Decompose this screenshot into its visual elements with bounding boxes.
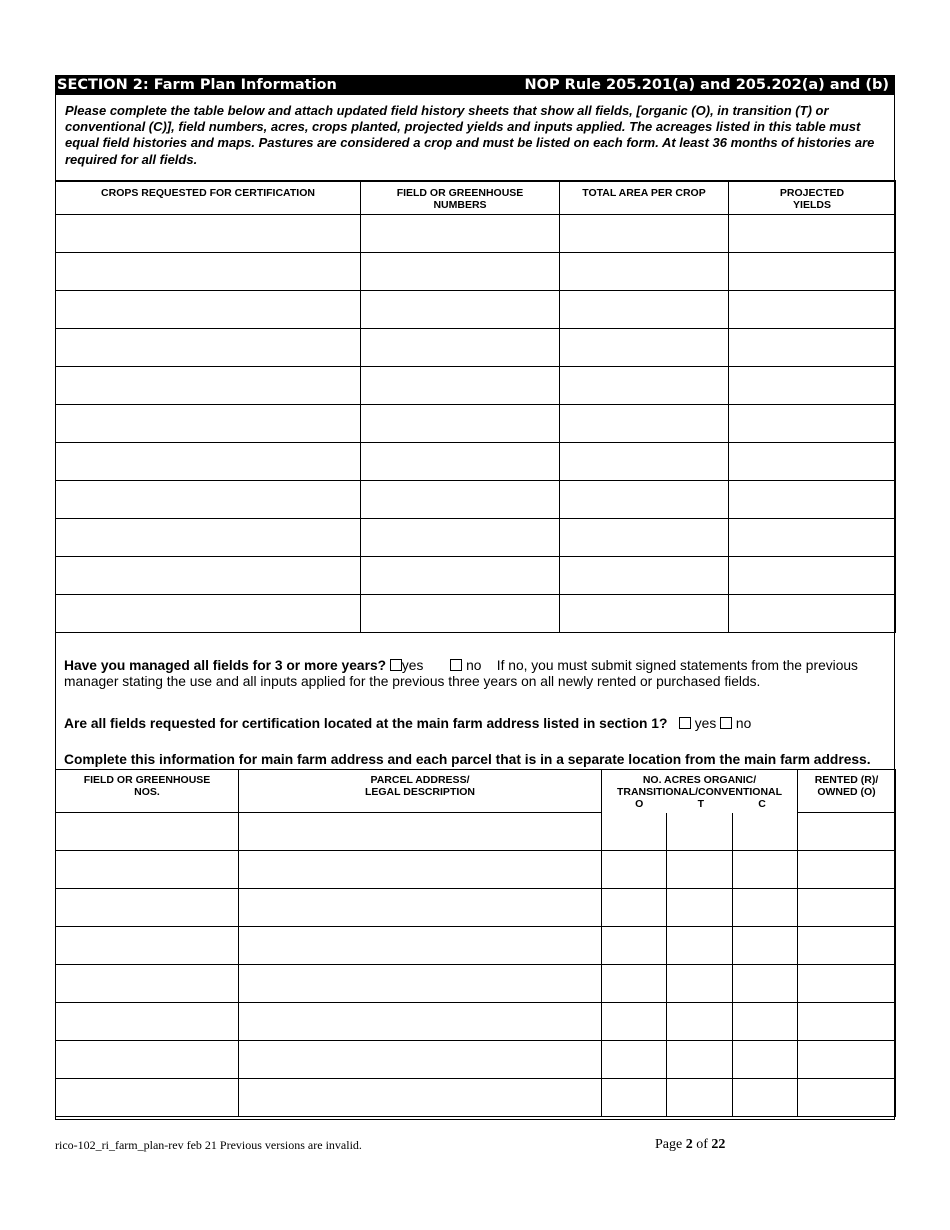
field-number-cell[interactable] [361, 291, 560, 329]
col-field-numbers: FIELD OR GREENHOUSE NUMBERS [361, 181, 560, 215]
table-row [56, 291, 896, 329]
managed-yes-label: yes [401, 658, 424, 673]
question-managed-fields [64, 658, 894, 690]
field-nos-cell[interactable] [56, 965, 239, 1003]
col-crops-requested: CROPS REQUESTED FOR CERTIFICATION [56, 181, 361, 215]
crop-cell[interactable] [56, 253, 361, 291]
yield-cell[interactable] [729, 291, 896, 329]
col-conventional-label: C [758, 798, 766, 810]
rented-owned-cell[interactable] [798, 889, 896, 927]
conventional-acres-cell[interactable] [733, 1003, 798, 1041]
conventional-acres-cell[interactable] [733, 851, 798, 889]
managed-yes-checkbox[interactable] [390, 659, 402, 671]
rented-owned-cell[interactable] [798, 851, 896, 889]
rented-owned-cell[interactable] [798, 927, 896, 965]
location-no-checkbox[interactable] [720, 717, 732, 729]
yield-cell[interactable] [729, 215, 896, 253]
yield-cell[interactable] [729, 557, 896, 595]
yield-cell[interactable] [729, 595, 896, 633]
area-cell[interactable] [560, 481, 729, 519]
conventional-acres-cell[interactable] [733, 813, 798, 851]
area-cell[interactable] [560, 215, 729, 253]
yield-cell[interactable] [729, 519, 896, 557]
table-row [56, 557, 896, 595]
field-nos-cell[interactable] [56, 1079, 239, 1117]
managed-note-line1: If no, you must submit signed statements from the previous [496, 658, 858, 673]
yield-cell[interactable] [729, 443, 896, 481]
area-cell[interactable] [560, 519, 729, 557]
address-cell[interactable] [239, 1003, 602, 1041]
yield-cell[interactable] [729, 405, 896, 443]
crop-cell[interactable] [56, 367, 361, 405]
parcel-instruction: Complete this information for main farm address and each parcel that is in a separate location from the main farm address. [64, 752, 871, 767]
field-number-cell[interactable] [361, 519, 560, 557]
conventional-acres-cell[interactable] [733, 927, 798, 965]
rule-reference: NOP Rule 205.201(a) and 205.202(a) and (b) [524, 77, 889, 93]
rented-owned-cell[interactable] [798, 965, 896, 1003]
table-row [56, 595, 896, 633]
yield-cell[interactable] [729, 367, 896, 405]
conventional-acres-cell[interactable] [733, 889, 798, 927]
question-fields-location [64, 716, 751, 732]
organic-acres-cell[interactable] [602, 1003, 667, 1041]
field-nos-cell[interactable] [56, 889, 239, 927]
field-nos-cell[interactable] [56, 1003, 239, 1041]
table-row [56, 405, 896, 443]
transitional-acres-cell[interactable] [667, 1041, 733, 1079]
field-number-cell[interactable] [361, 557, 560, 595]
transitional-acres-cell[interactable] [667, 1079, 733, 1117]
table-row [56, 1003, 896, 1041]
field-nos-cell[interactable] [56, 813, 239, 851]
page-current: 2 [685, 1137, 693, 1152]
location-no-label: no [735, 716, 752, 731]
parcel-header-row [56, 770, 896, 813]
area-cell[interactable] [560, 443, 729, 481]
rented-owned-cell[interactable] [798, 1079, 896, 1117]
col-organic-label: O [635, 798, 644, 810]
table-row [56, 253, 896, 291]
table-row [56, 889, 896, 927]
field-number-cell[interactable] [361, 329, 560, 367]
instructions-text: Please complete the table below and attach updated field history sheets that show all fields, [organic (O), in transition (T) or conventional (C)], field numbers, acres, crops planted, projected yields and inputs applied. The acreages listed in this table must equal field histories and maps. Pastures are considered a crop and must be listed on each form. At least 36 months of histories are required for all fields. [65, 103, 875, 167]
area-cell[interactable] [560, 367, 729, 405]
table-row [56, 851, 896, 889]
conventional-acres-cell[interactable] [733, 1041, 798, 1079]
table-row [56, 367, 896, 405]
field-nos-cell[interactable] [56, 851, 239, 889]
crop-cell[interactable] [56, 291, 361, 329]
address-cell[interactable] [239, 1041, 602, 1079]
col-projected-yields: PROJECTED YIELDS [729, 181, 896, 215]
table-row [56, 927, 896, 965]
address-cell[interactable] [239, 1079, 602, 1117]
field-number-cell[interactable] [361, 253, 560, 291]
transitional-acres-cell[interactable] [667, 1003, 733, 1041]
crop-cell[interactable] [56, 443, 361, 481]
table-row [56, 965, 896, 1003]
organic-acres-cell[interactable] [602, 1041, 667, 1079]
crop-cell[interactable] [56, 215, 361, 253]
parcel-table [55, 769, 896, 1117]
area-cell[interactable] [560, 557, 729, 595]
table-row [56, 329, 896, 367]
area-cell[interactable] [560, 329, 729, 367]
yield-cell[interactable] [729, 329, 896, 367]
address-cell[interactable] [239, 813, 602, 851]
table-row [56, 813, 896, 851]
transitional-acres-cell[interactable] [667, 927, 733, 965]
field-number-cell[interactable] [361, 481, 560, 519]
yield-cell[interactable] [729, 253, 896, 291]
conventional-acres-cell[interactable] [733, 1079, 798, 1117]
area-cell[interactable] [560, 253, 729, 291]
field-number-cell[interactable] [361, 215, 560, 253]
table-row [56, 519, 896, 557]
organic-acres-cell[interactable] [602, 965, 667, 1003]
crop-cell[interactable] [56, 557, 361, 595]
field-number-cell[interactable] [361, 367, 560, 405]
footer-page-number: Page 2 of 22 [655, 1137, 726, 1152]
field-nos-cell[interactable] [56, 1041, 239, 1079]
managed-note-line2: manager stating the use and all inputs applied for the previous three years on all newly rented or purchased fields. [64, 674, 761, 689]
conventional-acres-cell[interactable] [733, 965, 798, 1003]
rented-owned-cell[interactable] [798, 1041, 896, 1079]
managed-no-checkbox[interactable] [450, 659, 462, 671]
section-header [55, 75, 895, 95]
managed-no-label: no [466, 658, 482, 673]
address-cell[interactable] [239, 851, 602, 889]
table-row [56, 1041, 896, 1079]
section-title: SECTION 2: Farm Plan Information [57, 77, 337, 93]
footer-doc-id: rico-102_ri_farm_plan-rev feb 21 Previous versions are invalid. [55, 1138, 362, 1152]
transitional-acres-cell[interactable] [667, 851, 733, 889]
organic-acres-cell[interactable] [602, 927, 667, 965]
organic-acres-cell[interactable] [602, 1079, 667, 1117]
col-total-area: TOTAL AREA PER CROP [560, 181, 729, 215]
col-rented-owned: RENTED (R)/ OWNED (O) [798, 770, 896, 813]
crop-cell[interactable] [56, 329, 361, 367]
field-number-cell[interactable] [361, 443, 560, 481]
crops-table [55, 180, 896, 633]
transitional-acres-cell[interactable] [667, 813, 733, 851]
address-cell[interactable] [239, 889, 602, 927]
crop-cell[interactable] [56, 405, 361, 443]
field-number-cell[interactable] [361, 405, 560, 443]
rented-owned-cell[interactable] [798, 813, 896, 851]
crops-header-row [56, 181, 896, 215]
rented-owned-cell[interactable] [798, 1003, 896, 1041]
yield-cell[interactable] [729, 481, 896, 519]
area-cell[interactable] [560, 405, 729, 443]
area-cell[interactable] [560, 291, 729, 329]
field-number-cell[interactable] [361, 595, 560, 633]
page-total: 22 [711, 1137, 726, 1152]
table-row [56, 481, 896, 519]
field-nos-cell[interactable] [56, 927, 239, 965]
address-cell[interactable] [239, 965, 602, 1003]
crop-cell[interactable] [56, 519, 361, 557]
address-cell[interactable] [239, 927, 602, 965]
area-cell[interactable] [560, 595, 729, 633]
crop-cell[interactable] [56, 481, 361, 519]
table-row [56, 443, 896, 481]
transitional-acres-cell[interactable] [667, 965, 733, 1003]
organic-acres-cell[interactable] [602, 851, 667, 889]
crop-cell[interactable] [56, 595, 361, 633]
transitional-acres-cell[interactable] [667, 889, 733, 927]
col-field-nos: FIELD OR GREENHOUSE NOS. [56, 770, 239, 813]
col-transitional-label: T [697, 798, 704, 810]
question-managed-prompt: Have you managed all fields for 3 or more years? [64, 658, 387, 673]
col-acres: NO. ACRES ORGANIC/ TRANSITIONAL/CONVENTIONAL O T C [602, 770, 798, 813]
organic-acres-cell[interactable] [602, 889, 667, 927]
table-row [56, 1079, 896, 1117]
location-yes-label: yes [694, 716, 717, 731]
location-yes-checkbox[interactable] [679, 717, 691, 729]
col-parcel-address: PARCEL ADDRESS/ LEGAL DESCRIPTION [239, 770, 602, 813]
organic-acres-cell[interactable] [602, 813, 667, 851]
question-location-prompt: Are all fields requested for certification located at the main farm address listed in section 1? [64, 716, 668, 731]
table-row [56, 215, 896, 253]
